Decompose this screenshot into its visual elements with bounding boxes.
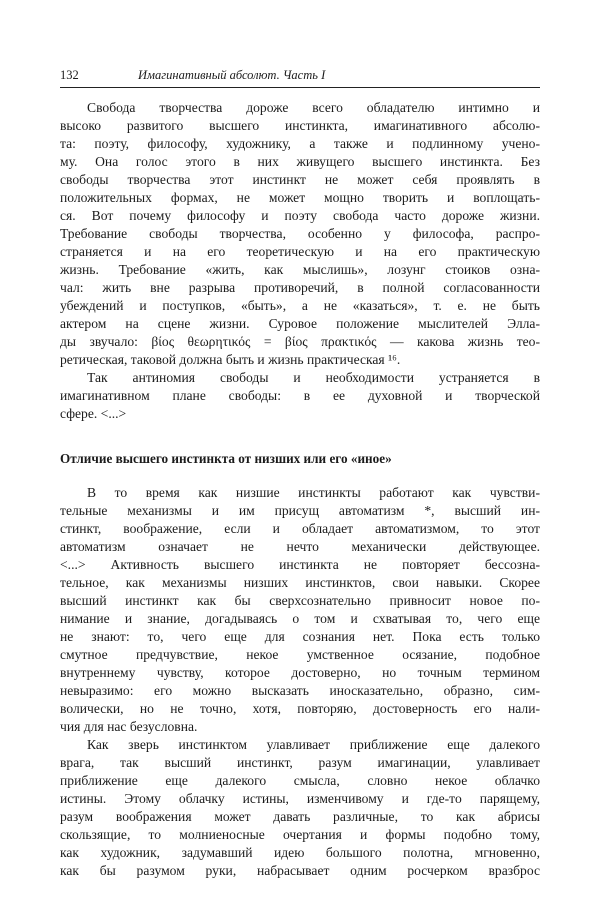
text-line: ды звучало: βίος θεωρητικός = βίος πρακτικός — какова жизнь тео- — [60, 334, 540, 349]
text-line: высоко развитого высшего инстинкта, имагинативного абсолю- — [60, 118, 540, 133]
text-line: Как зверь инстинктом улавливает приближение еще далекого — [87, 737, 540, 752]
text-line: высший инстинкт как бы сверхсознательно привносит новое по- — [60, 593, 540, 608]
text-line: стинкт, воображение, если и обладает автоматизмом, то этот — [60, 521, 540, 536]
text-line: му. Она голос этого в них живущего высшего инстинкта. Без — [60, 154, 540, 169]
text-line: В то время как низшие инстинкты работают как чувстви- — [87, 485, 540, 500]
text-line: внутреннему чувству, которое достоверно, но точным термином — [60, 665, 540, 680]
text-line: ретическая, таковой должна быть и жизнь практическая ¹⁶. — [60, 352, 401, 367]
text-line: врага, так высший инстинкт, разум имагинации, улавливает — [60, 755, 540, 770]
text-line: истины. Этому облачку истины, изменчивому и где-то парящему, — [60, 791, 540, 806]
text-line: тельные механизмы и им присущ автоматизм *, высший ин- — [60, 503, 540, 518]
text-line: та: поэту, философу, художнику, а также и подлинному учено- — [60, 136, 540, 151]
text-line: Требование свободы творчества, особенно у философа, распро- — [60, 226, 540, 241]
text-line: жизнь. Требование «жить, как мыслишь», лозунг стоиков озна- — [60, 262, 540, 277]
text-line: скользящие, то молниеносные очертания и формы подобно тому, — [60, 827, 540, 842]
text-line: нимание и знание, догадываясь о том и схватывая то, чего еще — [60, 611, 540, 626]
text-line: невыразимо: его можно высказать иносказательно, образно, сим- — [60, 683, 540, 698]
text-line: волически, но не точно, хотя, повторяю, достоверность его нали- — [60, 701, 540, 716]
text-line: Свобода творчества дороже всего обладателю интимно и — [87, 100, 540, 115]
text-line: <...> Активность высшего инстинкта не повторяет бессозна- — [60, 557, 540, 572]
text-line: тельное, как механизмы низших инстинктов, свои навыки. Скорее — [60, 575, 540, 590]
text-line: убеждений и поступков, «быть», а не «казаться», т. е. не быть — [60, 298, 540, 313]
text-line: страняется и на его теоретическую и на его практическую — [60, 244, 540, 259]
text-line: смутное предчувствие, некое умственное осязание, подобное — [60, 647, 540, 662]
text-line: положительных формах, не может мощно творить и воплощать- — [60, 190, 540, 205]
text-line: как бы разумом руки, набрасывает одним росчерком вразброс — [60, 863, 540, 878]
text-line: имагинативном плане свободы: в ее духовной и творческой — [60, 388, 540, 403]
text-line: Так антиномия свободы и необходимости устраняется в — [87, 370, 540, 385]
text-line: ся. Вот почему философу и поэту свобода часто дороже жизни. — [60, 208, 540, 223]
header-rule — [60, 87, 540, 88]
text-line: как художник, задумавший идею большого полотна, мгновенно, — [60, 845, 540, 860]
text-line: не знают: то, чего еще для сознания нет. Пока есть только — [60, 629, 540, 644]
running-title: Имагинативный абсолют. Часть I — [138, 68, 326, 82]
text-line: свободы творчества этот инстинкт не может себя проявлять в — [60, 172, 540, 187]
text-line: приближение еще далекого смысла, словно некое облачко — [60, 773, 540, 788]
text-line: актером на сцене жизни. Суровое положение мыслителей Элла- — [60, 316, 540, 331]
text-line: сфере. <...> — [60, 406, 127, 421]
page-header — [60, 68, 540, 86]
text-line: чал: жить вне разрыва противоречий, в полной согласованности — [60, 280, 540, 295]
section-heading: Отличие высшего инстинкта от низших или его «иное» — [60, 451, 392, 466]
page-number: 132 — [60, 68, 79, 82]
text-line: чия для нас безусловна. — [60, 719, 198, 734]
text-line: разум воображения может давать различные, то как абрисы — [60, 809, 540, 824]
text-line: автоматизм означает не нечто механически действующее. — [60, 539, 540, 554]
